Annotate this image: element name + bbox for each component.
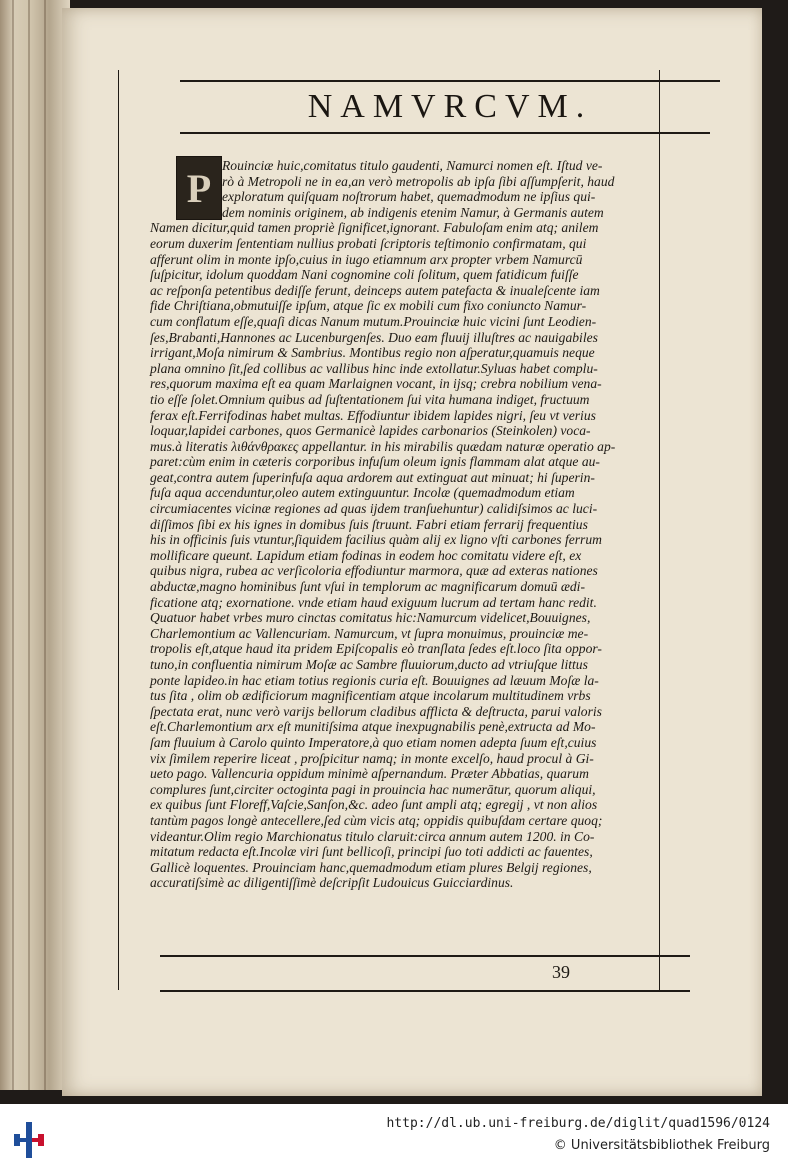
title-rule [180, 132, 710, 134]
text-line: ſpectata erat, nunc verò varijs bellorum cladibus afflicta & deſtructa, parui valoris [150, 703, 602, 719]
page-title: NAMVRCVM. [307, 88, 593, 125]
text-line: Charlemontium ac Vallencuriam. Namurcum, vt ſupra monuimus, prouinciæ me- [150, 625, 589, 641]
text-line: Quatuor habet vrbes muro cinctas comitatus hic:Namurcum videlicet,Bouuignes, [150, 610, 591, 626]
text-line: fuſa aqua accenduntur,oleo autem extinguuntur. Incolæ (quemadmodum etiam [150, 485, 575, 501]
text-line: ac reſponſa petentibus dediſſe ferunt, deinceps autem patefacta & inualeſcente iam [150, 282, 600, 298]
text-line: ſuſpicitur, idolum quoddam Nani cognomine coli ſolitum, quem fatidicum fuiſſe [150, 267, 579, 283]
text-line: tropolis eſt,atque haud ita pridem Epiſcopalis eò tranſlata ſedes eſt.loco ſita oppor- [150, 641, 602, 657]
initial-letter: P [186, 165, 212, 211]
text-line: ponte lapideo.in hac etiam totius regionis curia eſt. Bouuignes ad læuum Moſæ la- [150, 672, 599, 688]
footer-bar [0, 1104, 788, 1164]
text-line: circumiacentes vicinæ regiones ad quas ijdem tranſuehuntur) calidiſsimos ac luci- [150, 501, 598, 517]
text-line: ſes,Brabanti,Hannones ac Lucenburgenſes. Duo eam fluuij illuſtres ac nauigabiles [150, 329, 598, 345]
page-number: 39 [552, 962, 570, 982]
text-line: cum conflatum eſſe,quaſi dicas Nanum mutum.Prouinciæ huic vicini ſunt Leodien- [150, 313, 597, 329]
text-line: ſam fluuium à Carolo quinto Imperatore,à quo etiam nomen adepta ſuum eſt,cuius [150, 734, 597, 750]
text-line: complures ſunt,circiter octoginta pagi in prouincia hac numerātur, quorum aliqui, [150, 781, 596, 797]
text-line: tus ſita , olim ob ædificiorum magnificentiam atque incolarum multitudinem vrbs [150, 688, 591, 704]
text-line: ferax eſt.Ferrifodinas habet multas. Effodiuntur ibidem lapides nigri, ſeu vt verius [150, 407, 596, 423]
top-rule [180, 80, 720, 82]
text-line: his in officinis ſuis vtuntur,ſiquidem facilius quàm alij ex ligno vſti carbones ferrum [150, 532, 602, 548]
text-line: accuratiſsimè ac diligentiſſimè deſcripſit Ludouicus Guicciardinus. [150, 875, 514, 891]
text-line: Rouinciæ huic,comitatus titulo gaudenti, Namurci nomen eſt. Iſtud ve- [222, 158, 603, 173]
text-line: eſt.Charlemontium arx eſt munitiſsima atque inexpugnabilis penè,extructa ad Mo- [150, 719, 596, 735]
text-line: afferunt olim in monte ipſo,cuius in iugo etiamnum arx propter vrbem Namurcū [150, 251, 583, 267]
library-logo-icon [10, 1120, 50, 1160]
bottom-rule [160, 955, 690, 957]
text-line: quibus nigra, rubea ac verſicoloria effodiuntur marmora, quæ ad exteras nationes [150, 563, 598, 579]
text-line: tantùm pagos longè antecellere,ſed cùm vicis atq; oppidis quibuſdam certare quoq; [150, 812, 603, 828]
folio-rule [160, 990, 690, 992]
text-line: exploratum quiſquam noſtrorum habet, quemadmodum ne ipſius qui- [222, 189, 596, 205]
source-url[interactable]: http://dl.ub.uni-freiburg.de/diglit/quad1596/0124 [386, 1116, 770, 1131]
text-line: fide Chriſtiana,obmutuiſſe ipſum, atque ſic ex mobili cum fixo coniuncto Namur- [150, 298, 587, 314]
text-line: ueto pago. Vallencuria oppidum minimè aſpernandum. Præter Abbatias, quarum [150, 766, 589, 782]
body-text [150, 158, 680, 891]
text-line: mitatum redacta eſt.Incolæ viri ſunt bellicoſi, principi ſuo toti addicti ac fauentes, [150, 844, 593, 860]
text-line: abductæ,magno hominibus ſunt vſui in templorum ac magnificarum domuū ædi- [150, 579, 585, 595]
text-line: tio eſſe ſolet.Omnium quibus ad ſuſtentationem ſui vita humana indiget, fructuum [150, 391, 590, 407]
text-line: mollificare queunt. Lapidum etiam fodinas in eodem hoc comitatu videre eſt, ex [150, 547, 582, 563]
text-line: eorum duxerim ſententiam nullius probati ſcriptoris teſtimonio confirmatam, qui [150, 235, 587, 251]
text-line: plana omnino ſit,ſed collibus ac vallibus hinc inde extollatur.Syluas habet complu- [150, 360, 598, 376]
text-line: Namen dicitur,quid tamen propriè ſignificet,ignorant. Fabuloſam enim atq; anilem [150, 220, 599, 236]
text-line: vix ſimilem reperire liceat , proſpicitur namq; in monte excelſo, haud procul à Gi- [150, 750, 594, 766]
text-line: irrigant,Moſa nimirum & Sambrius. Montibus regio non aſperatur,quamuis neque [150, 345, 595, 361]
text-line: diſſimos ſibi ex his ignes in domibus ſuis ſtruunt. Fabri etiam ferrarij frequentius [150, 516, 588, 532]
text-line: geat,contra autem ſuperinfuſa aqua ardorem aut extinguat aut minuat; hi ſuperin- [150, 469, 595, 485]
text-line: rò à Metropoli ne in ea,an verò metropolis ab ipſa ſibi aſſumpſerit, haud [222, 173, 615, 189]
text-line: videantur.Olim regio Marchionatus titulo claruit:circa annum autem 1200. in Co- [150, 828, 595, 844]
text-line: dem nominis originem, ab indigenis etenim Namur, à Germanis autem [222, 204, 604, 220]
text-line: ex quibus ſunt Floreff,Vaſcie,Sanſon,&c. adeo ſunt ampli atq; egregij , vt non alios [150, 797, 598, 813]
text-line: Gallicè loquentes. Prouinciam hanc,quemadmodum etiam plures Belgij regiones, [150, 859, 592, 875]
text-line: mus.à literatis λιθάνθρακες appellantur. in his mirabilis quædam naturæ operatio ap- [150, 438, 616, 454]
preceding-page-edges [0, 0, 70, 1090]
text-line: res,quorum maxima eſt ea quam Marlaignen vocant, in ijsq; crebra nobilium vena- [150, 376, 602, 392]
copyright-notice: © Universitätsbibliothek Freiburg [553, 1138, 770, 1153]
text-line: tuno,in confluentia nimirum Moſæ ac Sambre fluuiorum,ducto ad vtriuſque littus [150, 657, 588, 672]
text-line: ficatione atq; exornatione. vnde etiam haud exiguum lucrum ad tertam hanc redit. [150, 594, 597, 610]
text-line: loquar,lapidei carbones, quos Germanicè lapides carbonarios (Steinkolen) voca- [150, 423, 591, 439]
text-line: paret:cùm enim in cæteris corporibus infuſum oleum ignis flammam alat atque au- [150, 454, 600, 470]
